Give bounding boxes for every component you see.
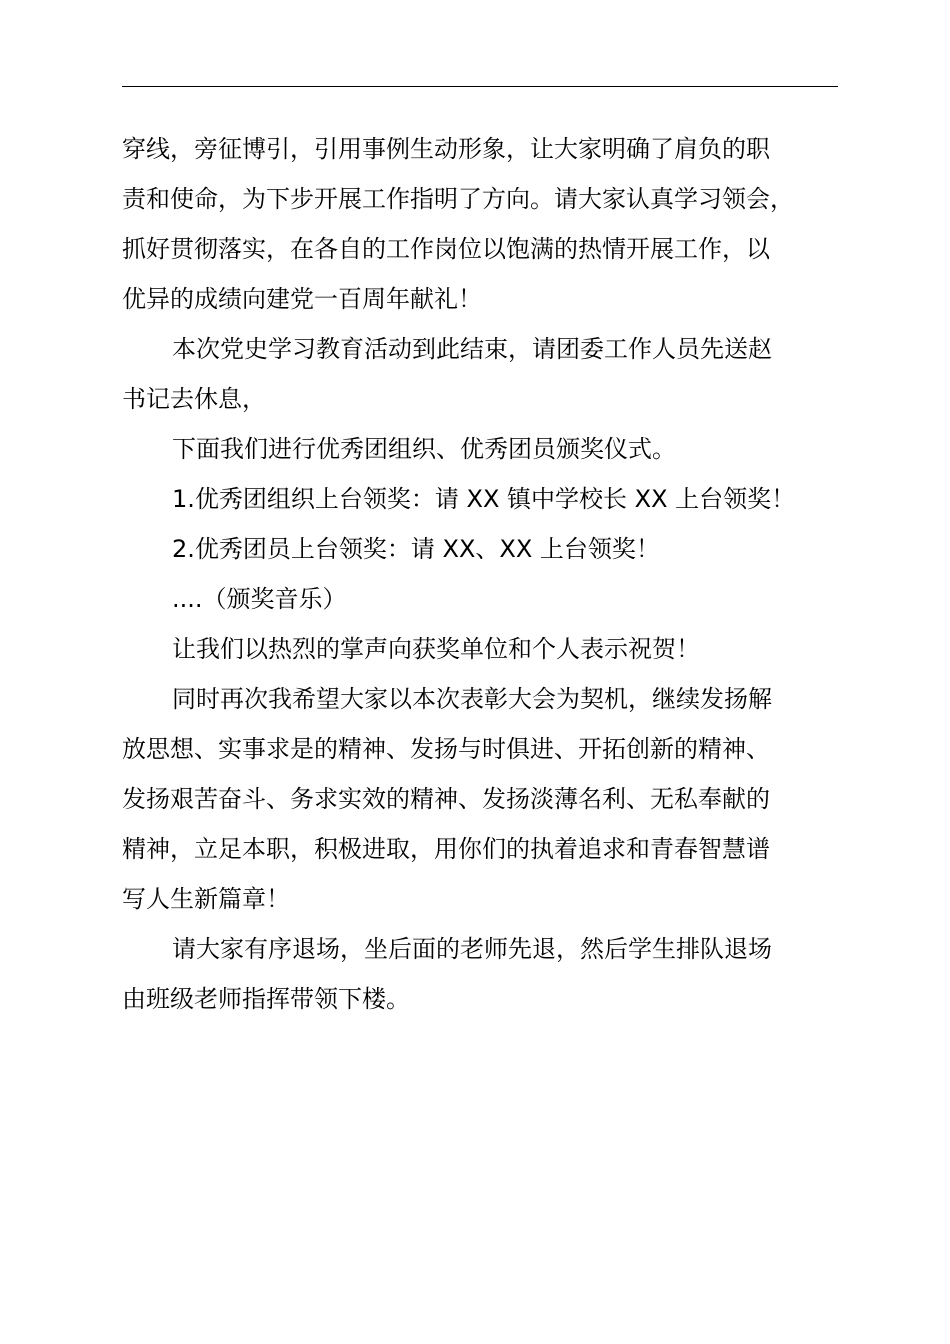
text-line: 精神，立足本职，积极进取，用你们的执着追求和青春智慧谱 — [122, 835, 770, 863]
paragraph-start: 下面我们进行优秀团组织、优秀团员颁奖仪式。 — [172, 435, 676, 463]
text-line: 书记去休息， — [122, 385, 266, 413]
text-line: 抓好贯彻落实，在各自的工作岗位以饱满的热情开展工作，以 — [122, 235, 770, 263]
paragraph-start: 请大家有序退场，坐后面的老师先退，然后学生排队退场 — [172, 935, 772, 963]
paragraph-start: 同时再次我希望大家以本次表彰大会为契机，继续发扬解 — [172, 685, 772, 713]
text-line: 穿线，旁征博引，引用事例生动形象，让大家明确了肩负的职 — [122, 135, 770, 163]
text-line: 放思想、实事求是的精神、发扬与时俱进、开拓创新的精神、 — [122, 735, 770, 763]
text-line: 写人生新篇章！ — [122, 885, 290, 913]
paragraph-start: 本次党史学习教育活动到此结束，请团委工作人员先送赵 — [172, 335, 772, 363]
text-line: 优异的成绩向建党一百周年献礼！ — [122, 285, 482, 313]
paragraph-start: 让我们以热烈的掌声向获奖单位和个人表示祝贺！ — [172, 635, 700, 663]
text-line: 发扬艰苦奋斗、务求实效的精神、发扬淡薄名利、无私奉献的 — [122, 785, 770, 813]
music-cue: ....（颁奖音乐） — [172, 585, 347, 613]
text-line: 由班级老师指挥带领下楼。 — [122, 985, 410, 1013]
document-body — [122, 124, 862, 1024]
award-item-2: 2.优秀团员上台领奖：请 XX、XX 上台领奖！ — [172, 535, 660, 563]
text-line: 责和使命，为下步开展工作指明了方向。请大家认真学习领会， — [122, 185, 794, 213]
award-item-1: 1.优秀团组织上台领奖：请 XX 镇中学校长 XX 上台领奖！ — [172, 485, 796, 513]
header-rule — [122, 86, 838, 87]
